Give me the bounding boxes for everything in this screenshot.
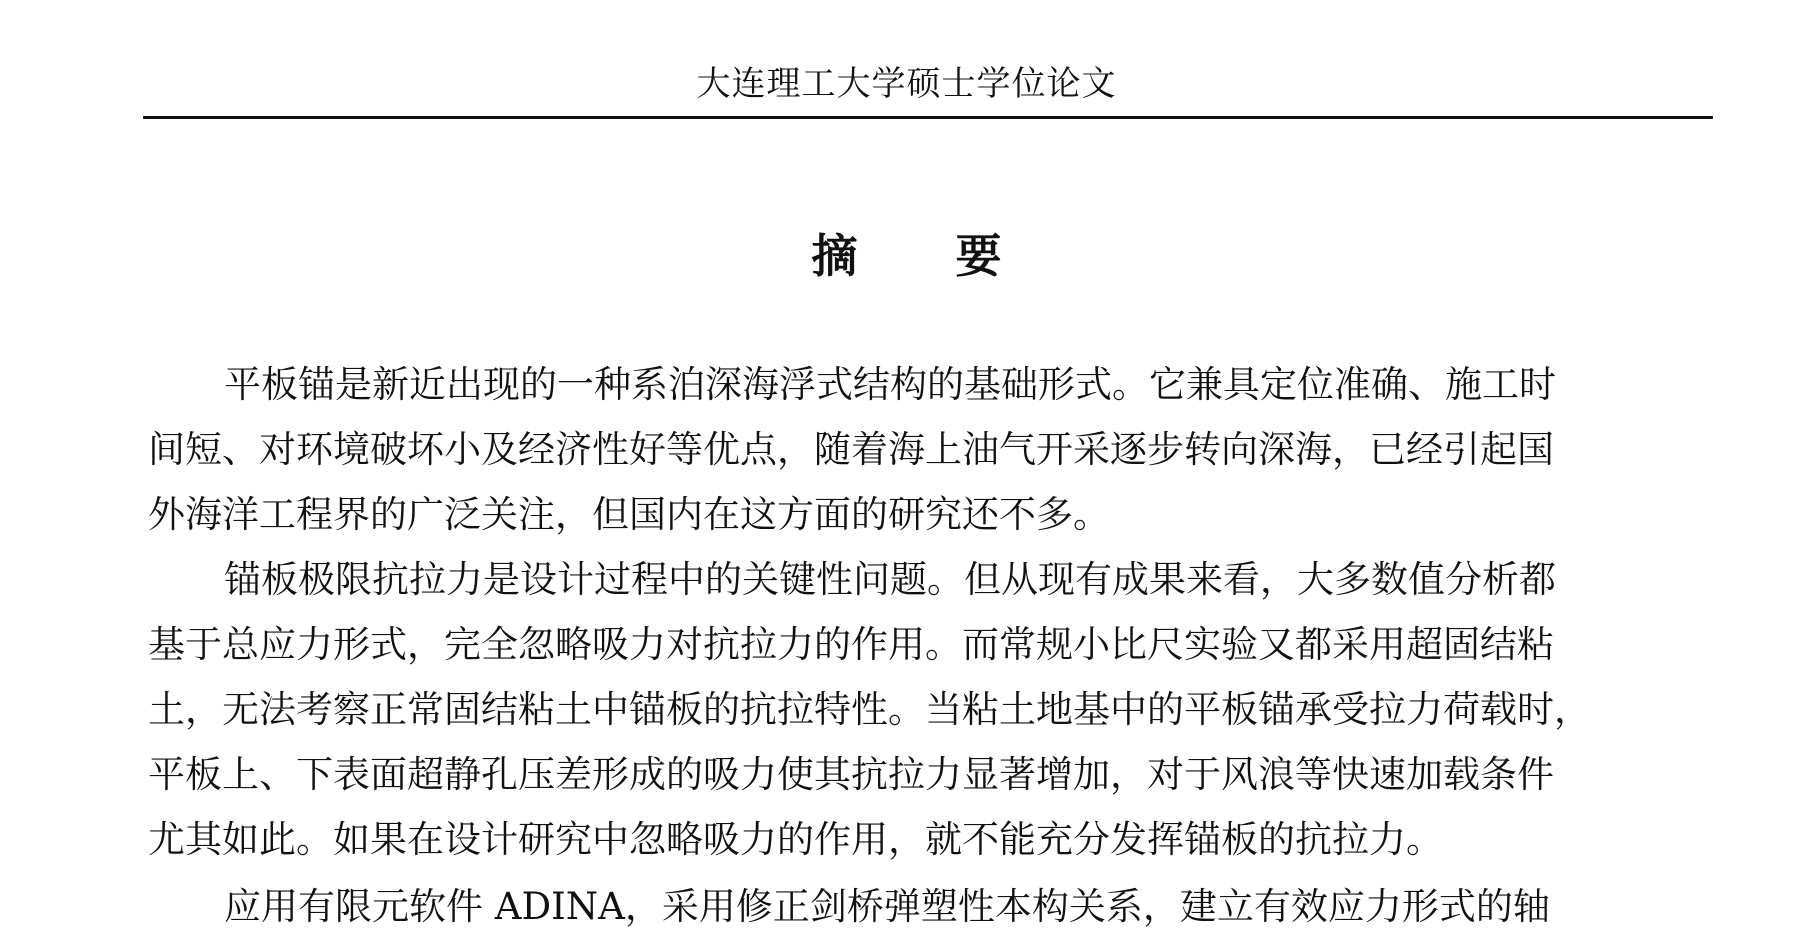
abstract-body xyxy=(148,352,1708,928)
abstract-title xyxy=(0,228,1813,284)
abstract-title-char-2: 要 xyxy=(955,229,1002,283)
paragraph-2-line-4: 平板上、下表面超静孔压差形成的吸力使其抗拉力显著增加，对于风浪等快速加载条件 xyxy=(148,753,1554,796)
paragraph-2-line-1: 锚板极限抗拉力是设计过程中的关键性问题。但从现有成果来看，大多数值分析都 xyxy=(224,558,1556,601)
paragraph-1-line-2: 间短、对环境破坏小及经济性好等优点，随着海上油气开采逐步转向深海，已经引起国 xyxy=(148,428,1554,471)
paragraph-1-line-3: 外海洋工程界的广泛关注，但国内在这方面的研究还不多。 xyxy=(148,493,1110,536)
header-rule xyxy=(143,116,1713,119)
paragraph-2-line-5: 尤其如此。如果在设计研究中忽略吸力的作用，就不能充分发挥锚板的抗拉力。 xyxy=(148,818,1443,861)
paragraph-2-line-2: 基于总应力形式，完全忽略吸力对抗拉力的作用。而常规小比尺实验又都采用超固结粘 xyxy=(148,623,1554,666)
running-header: 大连理工大学硕士学位论文 xyxy=(696,64,1117,104)
paragraph-3-line-1: 应用有限元软件 ADINA，采用修正剑桥弹塑性本构关系，建立有效应力形式的轴 xyxy=(224,885,1550,928)
abstract-title-char-1: 摘 xyxy=(811,229,858,283)
paragraph-1-line-1: 平板锚是新近出现的一种系泊深海浮式结构的基础形式。它兼具定位准确、施工时 xyxy=(224,363,1556,406)
paragraph-2-line-3: 土，无法考察正常固结粘土中锚板的抗拉特性。当粘土地基中的平板锚承受拉力荷载时， xyxy=(148,688,1591,731)
